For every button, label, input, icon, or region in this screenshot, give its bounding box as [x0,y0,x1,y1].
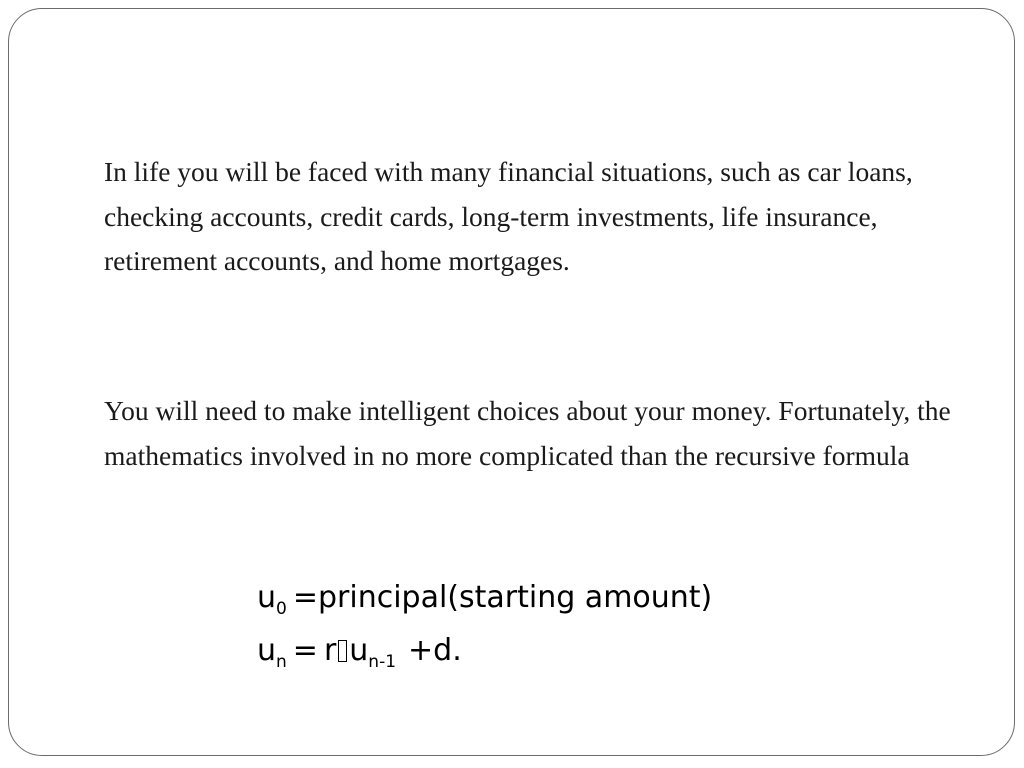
formula-subscript2: n-1 [368,652,397,672]
formula-var2: u [349,633,369,668]
formula-rhs: principal(starting amount) [317,580,713,615]
formula-subscript: n [276,652,287,672]
formula-equals: = [292,633,318,668]
formula-recursive-term [257,633,462,672]
formula-term: d. [433,633,462,668]
missing-glyph-icon [338,640,347,662]
formula-initial-term [257,580,713,619]
formula-var: u [257,580,277,615]
paragraph-financial-situations: In life you will be faced with many financial situations, such as car loans, checking accounts, credit cards, long-term investments, life insurance, retirement accounts, and home mortgages. [104,156,913,276]
formula-equals: = [292,580,318,615]
formula-plus: + [408,633,434,668]
formula-coef: r [323,633,337,668]
paragraph-intelligent-choices: You will need to make intelligent choices about your money. Fortunately, the mathematics involved in no more complicated than the recursive formula [104,395,951,471]
formula-var: u [257,633,277,668]
formula-subscript: 0 [276,599,287,619]
slide-frame [8,8,1015,756]
